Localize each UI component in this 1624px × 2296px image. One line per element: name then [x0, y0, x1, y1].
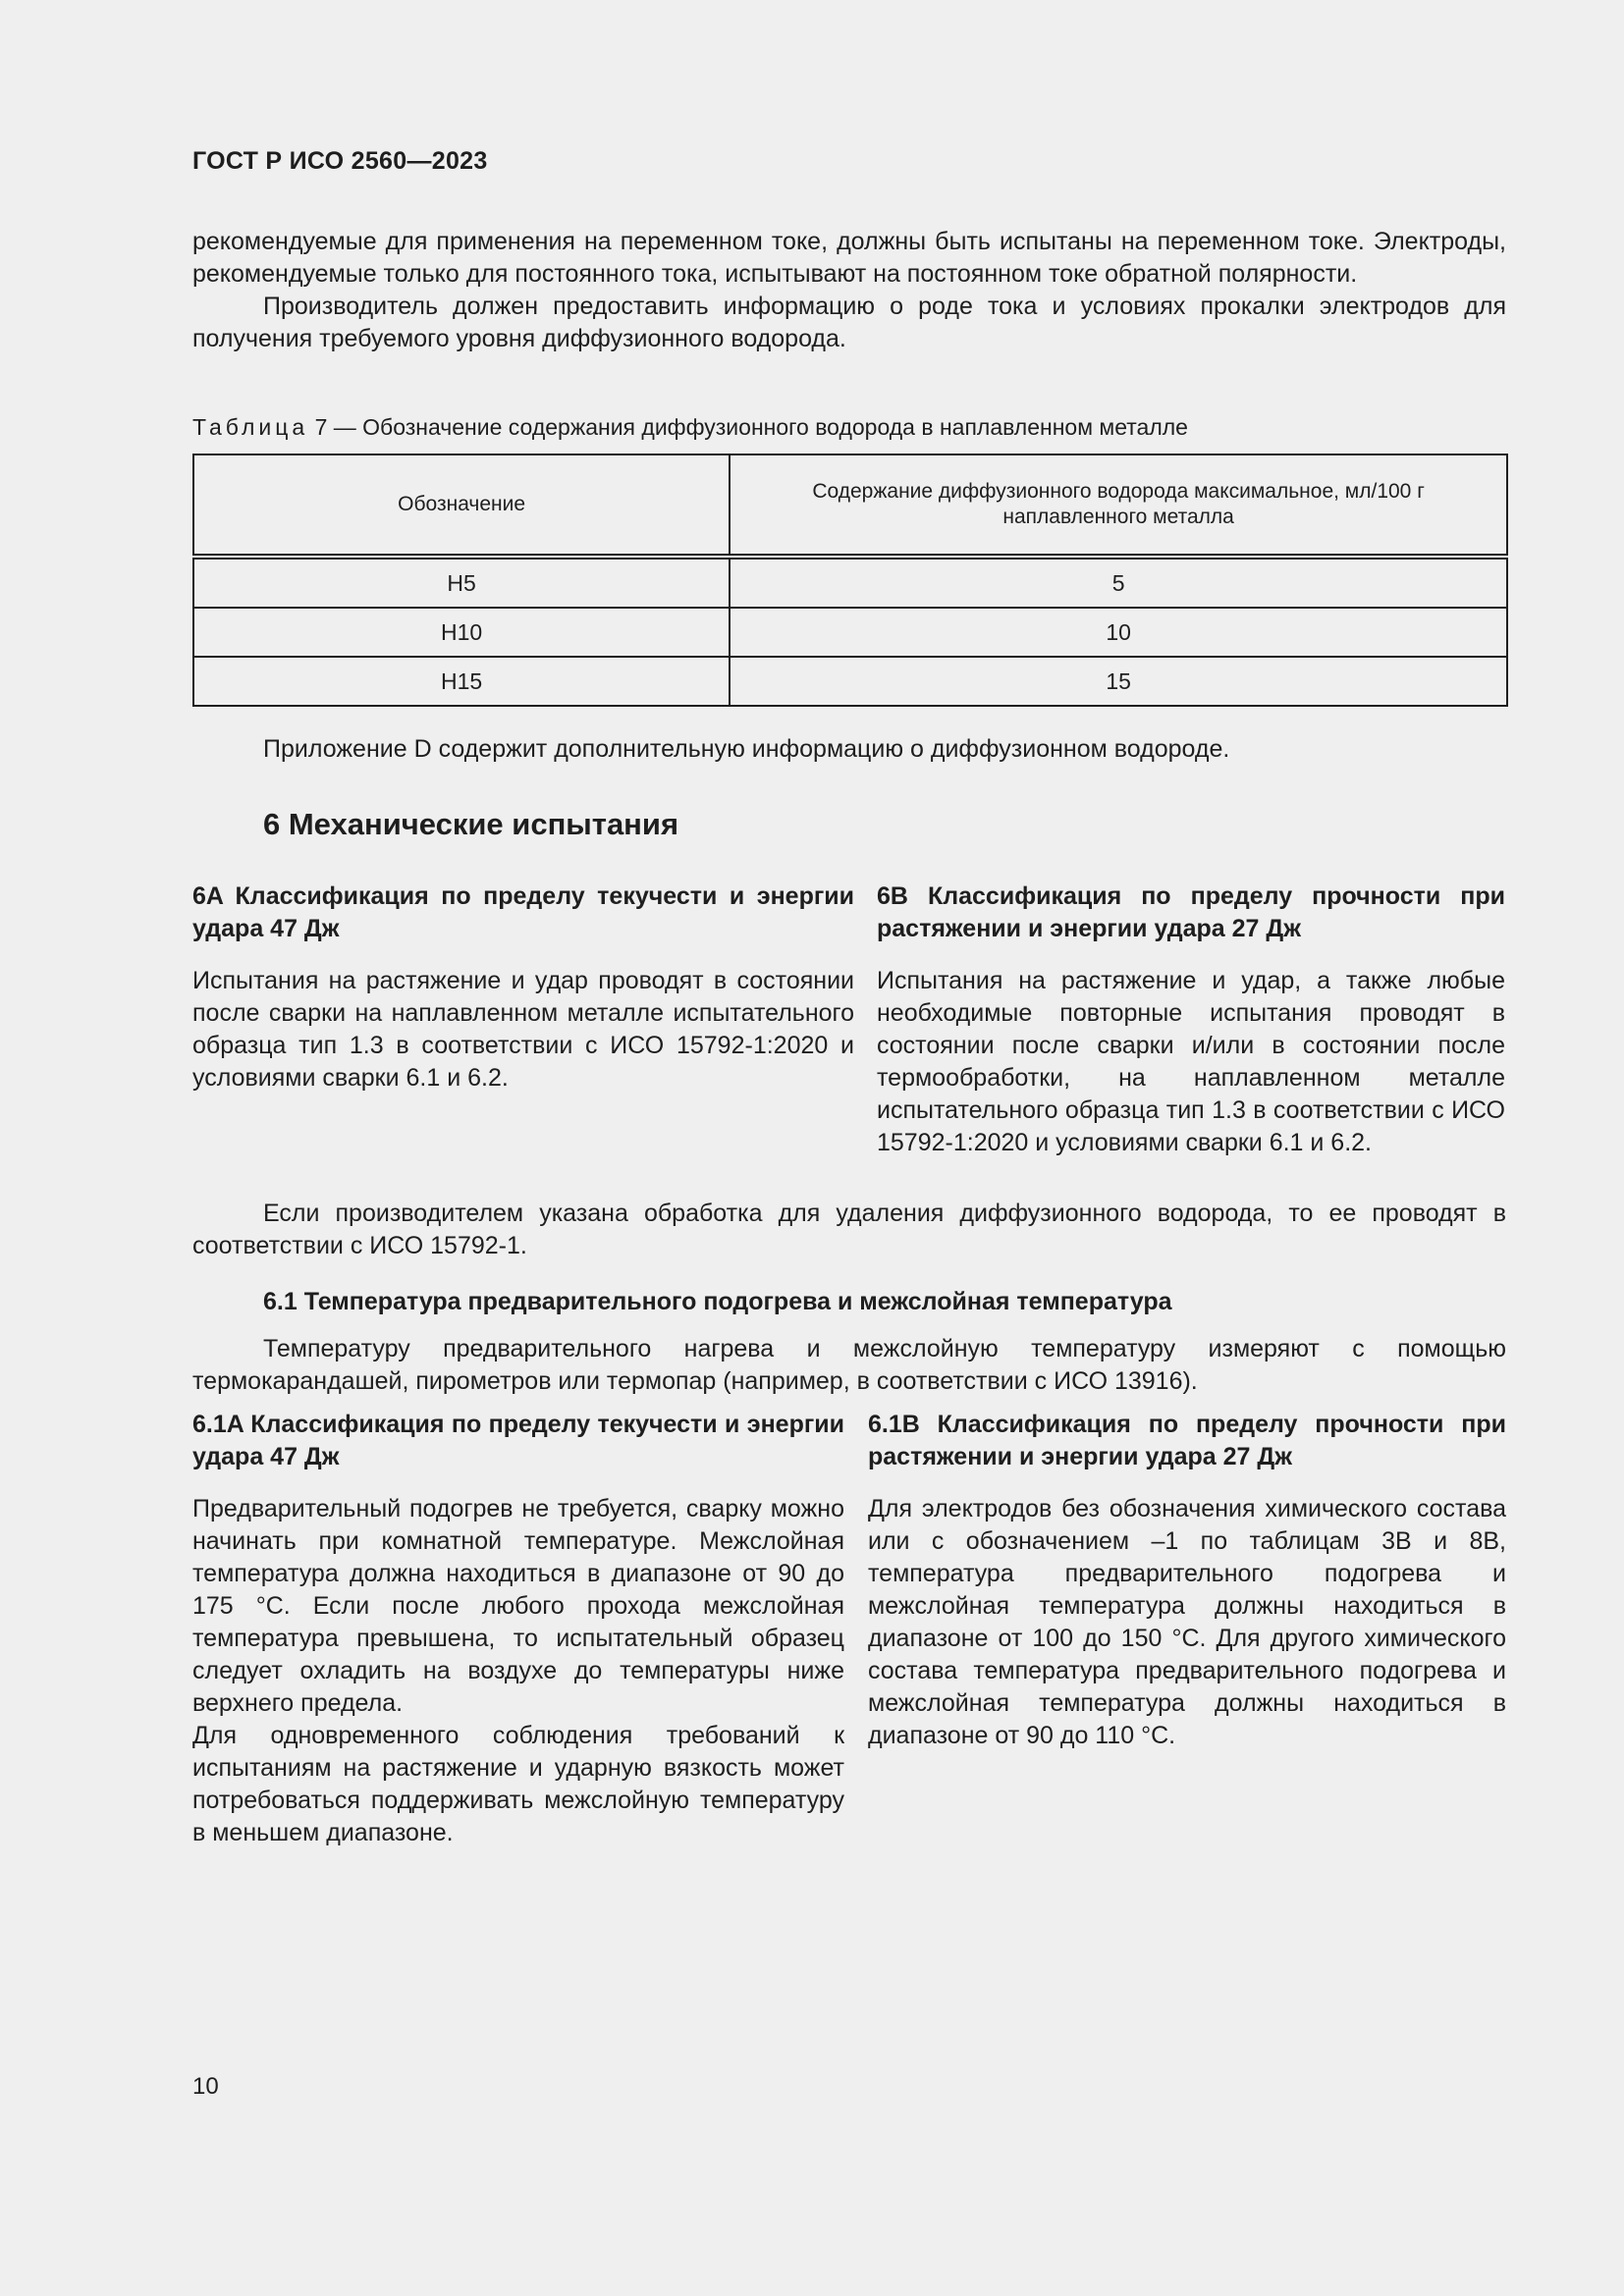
table-7	[192, 454, 1508, 707]
intro-paragraph-1: рекомендуемые для применения на переменном токе, должны быть испытаны на переменном токе. Электроды, рекомендуемые только для постоянного тока, испытывают на постоянном токе обратной полярности.	[192, 228, 1506, 288]
annex-note-block	[192, 733, 1506, 766]
section-6-1a-text-1: Предварительный подогрев не требуется, сварку можно начинать при комнатной температуре. Межслойная температура должна находиться в диапазоне от 90 до 175 °C. Если после любого прохода межслойная температура превышена, то испытательный образец следует охладить на воздухе до температуры ниже верхнего предела.	[192, 1495, 844, 1717]
table-header-row	[193, 454, 1507, 557]
section-6-title: 6 Механические испытания	[263, 807, 679, 841]
table-cell: 15	[730, 657, 1507, 706]
table-row	[193, 608, 1507, 657]
section-6-1a-text-2: Для одновременного соблюдения требований к испытаниям на растяжение и ударную вязкость может потребоваться поддерживать межслойную температуру в меньшем диапазоне.	[192, 1722, 844, 1846]
section-6a-title: 6A Классификация по пределу текучести и энергии удара 47 Дж	[192, 882, 854, 942]
section-6-1-title: 6.1 Температура предварительного подогрева и межслойная температура	[263, 1288, 1172, 1315]
section-6a-text: Испытания на растяжение и удар проводят в состоянии после сварки на наплавленном металле испытательного образца тип 1.3 в соответствии с ИСО 15792-1:2020 и условиями сварки 6.1 и 6.2.	[192, 967, 854, 1092]
section-6-1b-column	[868, 1409, 1506, 1752]
table-row	[193, 557, 1507, 608]
section-6-note-block	[192, 1198, 1506, 1262]
table-caption-word: Таблица	[192, 414, 309, 440]
table-caption	[192, 412, 1506, 442]
section-6-1b-title: 6.1B Классификация по пределу прочности при растяжении и энергии удара 27 Дж	[868, 1411, 1506, 1470]
section-6-1a-title: 6.1A Классификация по пределу текучести и энергии удара 47 Дж	[192, 1411, 844, 1470]
section-6-1-text-block	[192, 1333, 1506, 1398]
table-header-cell: Обозначение	[193, 454, 730, 557]
page-number: 10	[192, 2073, 219, 2100]
table-header-cell: Содержание диффузионного водорода максимальное, мл/100 г наплавленного металла	[730, 454, 1507, 557]
section-6a-column	[192, 881, 854, 1095]
table-cell: 5	[730, 557, 1507, 608]
table-caption-text: 7 — Обозначение содержания диффузионного водорода в наплавленном металле	[308, 414, 1188, 440]
section-6-1-text: Температуру предварительного нагрева и межслойную температуру измеряют с помощью термокарандашей, пирометров или термопар (например, в соответствии с ИСО 13916).	[192, 1335, 1506, 1395]
table-row	[193, 657, 1507, 706]
intro-block	[192, 226, 1506, 355]
document-header: ГОСТ Р ИСО 2560—2023	[192, 147, 488, 175]
intro-paragraph-2: Производитель должен предоставить информацию о роде тока и условиях прокалки электродов для получения требуемого уровня диффузионного водорода.	[192, 293, 1506, 352]
table-cell: H5	[193, 557, 730, 608]
table-cell: 10	[730, 608, 1507, 657]
section-6-note: Если производителем указана обработка для удаления диффузионного водорода, то ее проводят в соответствии с ИСО 15792-1.	[192, 1200, 1506, 1259]
section-6-1a-column	[192, 1409, 844, 1849]
annex-note: Приложение D содержит дополнительную информацию о диффузионном водороде.	[263, 735, 1230, 763]
section-6b-title: 6B Классификация по пределу прочности при растяжении и энергии удара 27 Дж	[877, 882, 1505, 942]
section-6-1b-text: Для электродов без обозначения химического состава или с обозначением –1 по таблицам 3B и 8B, температура предварительного подогрева и межслойная температура должны находиться в диапазоне от 100 до 150 °C. Для другого химического состава температура предварительного подогрева и межслойная температура должны находиться в диапазоне от 90 до 110 °C.	[868, 1495, 1506, 1749]
section-6b-text: Испытания на растяжение и удар, а также любые необходимые повторные испытания проводят в состоянии после сварки и/или в состоянии после термообработки, на наплавленном металле испытательного образца тип 1.3 в соответствии с ИСО 15792-1:2020 и условиями сварки 6.1 и 6.2.	[877, 967, 1505, 1156]
section-6b-column	[877, 881, 1505, 1159]
table-cell: H10	[193, 608, 730, 657]
table-cell: H15	[193, 657, 730, 706]
